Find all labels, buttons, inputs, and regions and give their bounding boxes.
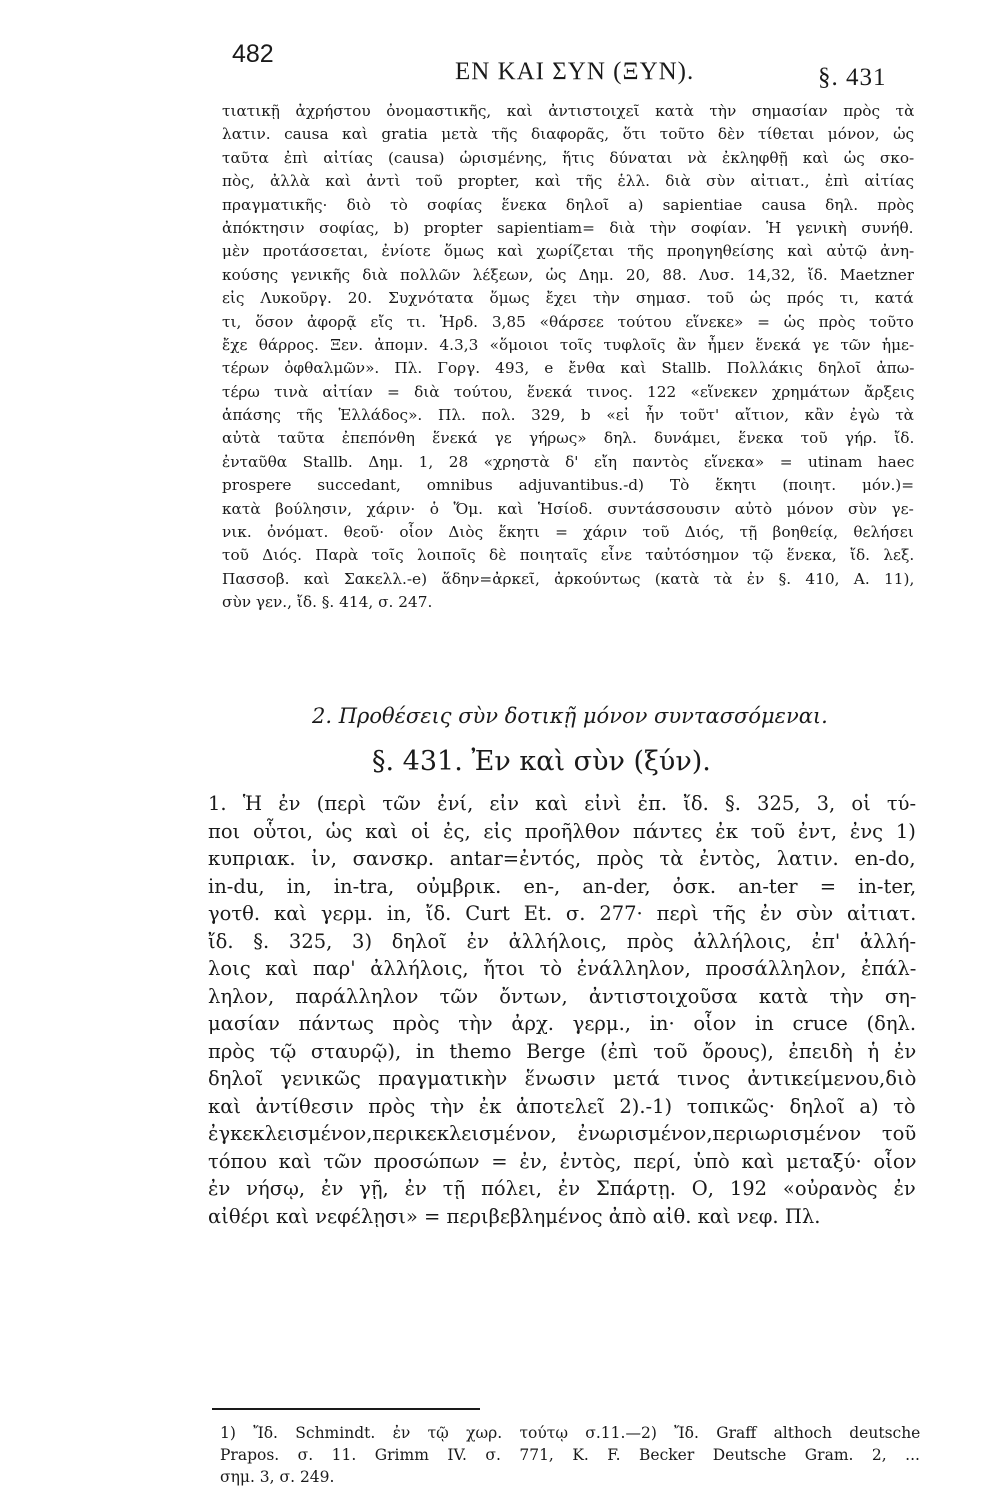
text-line: πὸς, ἀλλὰ καὶ ἀντὶ τοῦ propter, καὶ τῆς ἑλλ. διὰ σὺν αἰτιατ., ἐπὶ αἰτίας	[222, 172, 914, 191]
text-line: νικ. ὀνόματ. θεοῦ· οἷον Διὸς ἕκητι = χάριν τοῦ Διός, τῇ βοηθείᾳ, θελήσει	[222, 523, 914, 542]
text-line: ἐν νήσῳ, ἐν γῇ, ἐν τῇ πόλει, ἐν Σπάρτῃ. Ο, 192 «οὐρανὸς ἐν	[208, 1177, 916, 1200]
text-line: αὐτὰ ταῦτα ἐπεπόνθη ἕνεκά γε γήρως» δηλ. δυνάμει, ἕνεκα τοῦ γήρ. ἴδ.	[222, 429, 914, 448]
text-line: λατιν. causa καὶ gratia μετὰ τῆς διαφορᾶς, ὅτι τοῦτο δὲν τίθεται μόνον, ὡς	[222, 125, 914, 144]
text-line: ποι οὗτοι, ὡς καὶ οἱ ἐς, εἰς προῆλθον πάντες ἐκ τοῦ ἐντ, ἐνς 1)	[208, 819, 916, 843]
text-line: μασίαν πάντως πρὸς τὴν ἀρχ. γερμ., in· οἷον in cruce (δηλ.	[208, 1012, 916, 1035]
subheading: 2. Προθέσεις σὺν δοτικῇ μόνον συντασσόμεναι.	[312, 704, 828, 728]
footnote-line: σημ. 3, σ. 249.	[220, 1468, 335, 1486]
text-line: πρὸς τῷ σταυρῷ), in themo Berge (ἐπὶ τοῦ ὄρους), ἐπειδὴ ἡ ἐν	[208, 1039, 916, 1063]
text-line: τιατικῇ ἀχρήστου ὀνομαστικῆς, καὶ ἀντιστοιχεῖ κατὰ τὴν σημασίαν πρὸς τὰ	[222, 102, 914, 120]
text-line: καὶ ἀντίθεσιν πρὸς τὴν ἐκ ἀποτελεῖ 2).-1) τοπικῶς· δηλοῖ a) τὸ	[208, 1094, 916, 1118]
text-line: ἴδ. §. 325, 3) δηλοῖ ἐν ἀλλήλοις, πρὸς ἀλλήλοις, ἐπ' ἀλλή-	[208, 929, 916, 953]
text-line: λοις καὶ παρ' ἀλλήλοις, ἤτοι τὸ ἐνάλληλον, προσάλληλον, ἐπάλ-	[208, 957, 916, 980]
footnote-line: Prapos. σ. 11. Grimm IV. σ. 771, K. F. Becker Deutsche Gram. 2, ...	[220, 1446, 920, 1464]
text-line: μὲν προτάσσεται, ἐνίοτε ὅμως καὶ χωρίζεται τῆς προηγηθείσης καὶ αὐτῷ ἀνη-	[222, 242, 914, 261]
upper-paragraph	[222, 100, 914, 615]
running-section: §. 431	[818, 64, 887, 91]
text-line: ἐγκεκλεισμένον,περικεκλεισμένον, ἐνωρισμένον,περιωρισμένον τοῦ	[208, 1122, 916, 1145]
text-line: τοῦ Διός. Παρὰ τοῖς λοιποῖς δὲ ποιηταῖς εἶνε ταὐτόσημον τῷ ἕνεκα, ἴδ. λεξ.	[222, 546, 914, 565]
text-line: κυπριακ. ἰν, σανσκρ. antar=ἐντός, πρὸς τὰ ἐντὸς, λατιν. en-do,	[208, 847, 916, 870]
text-line: τόπου καὶ τῶν προσώπων = ἐν, ἐντὸς, περί, ὑπὸ καὶ μεταξύ· οἷον	[208, 1149, 916, 1173]
text-line: τέρω τινὰ αἰτίαν = διὰ τούτου, ἕνεκά τινος. 122 «εἵνεκεν χρημάτων ἄρξεις	[222, 382, 914, 401]
main-paragraph	[208, 790, 916, 1230]
text-line: δηλοῖ γενικῶς πραγματικὴν ἕνωσιν μετά τινος ἀντικείμενου,διὸ	[208, 1067, 916, 1090]
text-line: εἰς Λυκοῦργ. 20. Συχνότατα ὅμως ἔχει τὴν σημασ. τοῦ ὡς πρός τι, κατά	[222, 289, 914, 308]
text-line: Πασσοβ. καὶ Σακελλ.-e) ἅδην=ἀρκεῖ, ἀρκούντως (κατὰ τὰ ἐν §. 410, Α. 11),	[222, 569, 914, 588]
text-line: ἀπόκτησιν σοφίας, b) propter sapientiam= διὰ τὴν σοφίαν. Ἡ γενικὴ συνήθ.	[222, 218, 914, 237]
text-line: σὺν γεν., ἴδ. §. 414, σ. 247.	[222, 593, 433, 612]
text-line: ληλον, παράλληλον τῶν ὄντων, ἀντιστοιχοῦσα κατὰ τὴν ση-	[208, 984, 916, 1008]
text-line: 1. Ἡ ἐν (περὶ τῶν ἐνί, εἰν καὶ εἰνὶ ἐπ. ἴδ. §. 325, 3, οἱ τύ-	[208, 792, 916, 815]
page-number: 482	[232, 40, 274, 68]
text-line: ἔχε θάρρος. Ξεν. ἀπομν. 4.3,3 «ὅμοιοι τοῖς τυφλοῖς ἂν ἦμεν ἕνεκά γε τῶν ἡμε-	[222, 335, 914, 354]
text-line: ἁπάσης τῆς Ἑλλάδος». Πλ. πολ. 329, b «εἰ ἦν τοῦτ' αἴτιον, κἂν ἐγὼ τὰ	[222, 406, 914, 425]
footnotes	[220, 1422, 920, 1488]
text-line: κούσης γενικῆς διὰ πολλῶν λέξεων, ὡς Δημ. 20, 88. Λυσ. 14,32, ἴδ. Maetzner	[222, 265, 914, 284]
text-line: τι, ὅσον ἀφορᾷ εἴς τι. Ἡρδ. 3,85 «θάρσεε τούτου εἵνεκε» = ὡς πρὸς τοῦτο	[222, 312, 914, 331]
text-line: prospere succedant, omnibus adjuvantibus.-d) Τὸ ἕκητι (ποιητ. μόν.)=	[222, 476, 914, 495]
footnote-rule	[212, 1408, 480, 1410]
text-line: in-du, in, in-tra, οὐμβρικ. en-, an-der, ὀσκ. an-ter = in-ter,	[208, 874, 916, 898]
section-heading: §. 431. Ἐν καὶ σὺν (ξύν).	[372, 746, 711, 777]
text-line: κατὰ βούλησιν, χάριν· ὁ Ὅμ. καὶ Ἡσίοδ. συντάσσουσιν αὐτὸ μόνον σὺν γε-	[222, 499, 914, 518]
footnote-line: 1) Ἴδ. Schmindt. ἐν τῷ χωρ. τούτῳ σ.11.—2) Ἴδ. Graff althoch deutsche	[220, 1424, 920, 1442]
text-line: τέρων ὀφθαλμῶν». Πλ. Γοργ. 493, e ἔνθα καὶ Stallb. Πολλάκις δηλοῖ ἀπω-	[222, 359, 914, 378]
running-title: ΕΝ ΚΑΙ ΣΥΝ (ΞΥΝ).	[455, 58, 695, 85]
text-line: αἰθέρι καὶ νεφέλῃσι» = περιβεβλημένος ἀπὸ αἰθ. καὶ νεφ. Πλ.	[208, 1204, 821, 1228]
text-line: ταῦτα ἐπὶ αἰτίας (causa) ὡρισμένης, ἥτις δύναται νὰ ἐκληφθῇ καὶ ὡς σκο-	[222, 148, 914, 167]
text-line: γοτθ. καὶ γερμ. in, ἴδ. Curt Et. σ. 277· περὶ τῆς ἐν σὺν αἰτιατ.	[208, 902, 916, 925]
text-line: ἐνταῦθα Stallb. Δημ. 1, 28 «χρηστὰ δ' εἴη παντὸς εἵνεκα» = utinam haec	[222, 452, 914, 471]
text-line: πραγματικῆς· διὸ τὸ σοφίας ἕνεκα δηλοῖ a) sapientiae causa δηλ. πρὸς	[222, 195, 914, 214]
